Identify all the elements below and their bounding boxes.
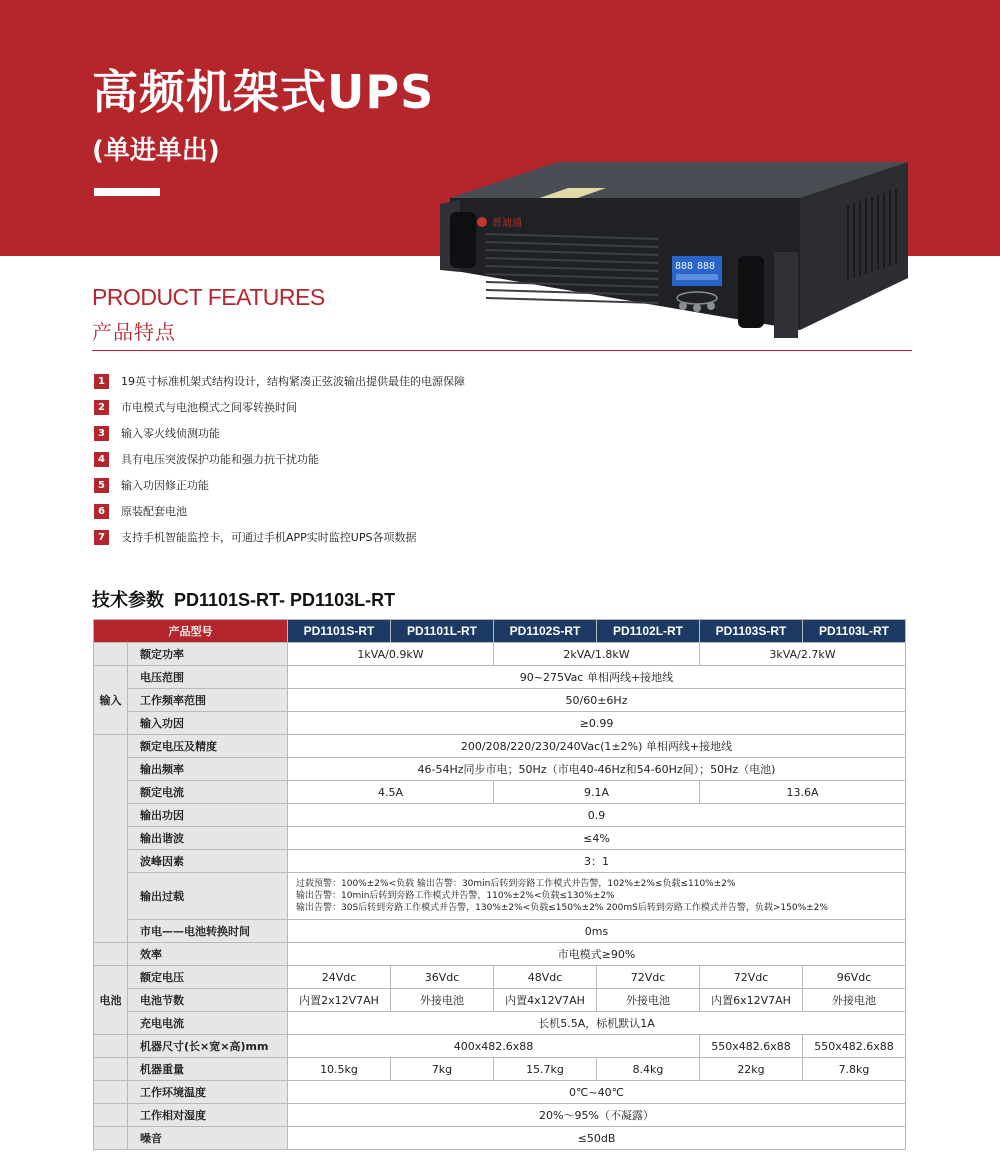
feature-number: 4: [94, 452, 109, 467]
table-row: [94, 758, 906, 781]
table-row: [94, 804, 906, 827]
group-battery: 电池: [94, 966, 128, 1035]
cell-value: 0℃~40℃: [288, 1081, 906, 1104]
row-label: 电压范围: [128, 666, 288, 689]
cell-value: 550x482.6x88: [803, 1035, 906, 1058]
row-label: 额定电流: [128, 781, 288, 804]
table-row: [94, 1035, 906, 1058]
feature-number: 2: [94, 400, 109, 415]
cell-value: 46-54Hz同步市电；50Hz（市电40-46Hz和54-60Hz间）；50Hz（电池): [288, 758, 906, 781]
list-item: [94, 368, 465, 394]
cell-value: 48Vdc: [494, 966, 597, 989]
cell-value: 2kVA/1.8kW: [494, 643, 700, 666]
spec-title: 技术参数: [92, 590, 164, 611]
table-row: [94, 1081, 906, 1104]
lcd-left-readout: 888: [675, 261, 694, 272]
row-label: 波峰因素: [128, 850, 288, 873]
group-input: 输入: [94, 666, 128, 735]
table-row: [94, 1127, 906, 1150]
row-label: 输入功因: [128, 712, 288, 735]
header-model: PD1102L-RT: [597, 620, 700, 643]
feature-number: 7: [94, 530, 109, 545]
feature-text: 输入零火线侦测功能: [121, 427, 220, 440]
lcd-right-readout: 888: [697, 261, 716, 272]
row-label: 输出频率: [128, 758, 288, 781]
group-cell: [94, 1104, 128, 1127]
cell-value: 3：1: [288, 850, 906, 873]
row-label: 工作环境温度: [128, 1081, 288, 1104]
feature-text: 原装配套电池: [121, 505, 187, 518]
features-divider: [92, 350, 912, 351]
overload-line: 输出告警：30S后转到旁路工作模式并告警，130%±2%<负载≤150%±2% 200mS后转到旁路工作模式并告警，负载>150%±2%: [296, 903, 828, 913]
cell-value: 20%～95%（不凝露）: [288, 1104, 906, 1127]
features-list: [94, 368, 465, 550]
cell-value: 15.7kg: [494, 1058, 597, 1081]
features-heading-cn: 产品特点: [92, 320, 176, 344]
cell-value: ≥0.99: [288, 712, 906, 735]
spec-model-range: PD1101S-RT- PD1103L-RT: [174, 590, 396, 610]
cell-value: 550x482.6x88: [700, 1035, 803, 1058]
cell-value: 内置2x12V7AH: [288, 989, 391, 1012]
row-label: 输出谐波: [128, 827, 288, 850]
header-model: PD1101S-RT: [288, 620, 391, 643]
row-label: 工作频率范围: [128, 689, 288, 712]
cell-value: 24Vdc: [288, 966, 391, 989]
row-label: 机器尺寸(长×宽×高)mm: [128, 1035, 288, 1058]
header-model-label: 产品型号: [94, 620, 288, 643]
list-item: [94, 446, 465, 472]
cell-value: 96Vdc: [803, 966, 906, 989]
cell-value: 9.1A: [494, 781, 700, 804]
row-label: 工作相对湿度: [128, 1104, 288, 1127]
cell-value: 市电模式≥90%: [288, 943, 906, 966]
list-item: [94, 472, 465, 498]
header-model: PD1101L-RT: [391, 620, 494, 643]
cell-value: ≤50dB: [288, 1127, 906, 1150]
brand-logo: 普迪通: [492, 218, 522, 229]
header-model: PD1103S-RT: [700, 620, 803, 643]
table-row: [94, 989, 906, 1012]
cell-value: 90~275Vac 单相两线+接地线: [288, 666, 906, 689]
table-row: [94, 689, 906, 712]
table-row: [94, 1104, 906, 1127]
row-label: 效率: [128, 943, 288, 966]
table-row: [94, 781, 906, 804]
cell-value: 内置4x12V7AH: [494, 989, 597, 1012]
feature-text: 市电模式与电池模式之间零转换时间: [121, 401, 297, 414]
cell-value: 13.6A: [700, 781, 906, 804]
cell-value: 0.9: [288, 804, 906, 827]
spec-table: [93, 619, 906, 1150]
cell-value: 外接电池: [803, 989, 906, 1012]
cell-value: 7.8kg: [803, 1058, 906, 1081]
title-underline: [94, 188, 160, 196]
cell-value: 长机5.5A，标机默认1A: [288, 1012, 906, 1035]
group-cell: [94, 1058, 128, 1081]
cell-value: 400x482.6x88: [288, 1035, 700, 1058]
spec-heading: [92, 586, 395, 612]
cell-value: 72Vdc: [700, 966, 803, 989]
list-item: [94, 420, 465, 446]
row-label: 额定功率: [128, 643, 288, 666]
feature-number: 3: [94, 426, 109, 441]
row-label: 噪音: [128, 1127, 288, 1150]
table-row: [94, 850, 906, 873]
cell-value: 72Vdc: [597, 966, 700, 989]
table-row: [94, 827, 906, 850]
cell-value: 外接电池: [391, 989, 494, 1012]
table-row: [94, 643, 906, 666]
group-cell: [94, 1081, 128, 1104]
row-label: 额定电压: [128, 966, 288, 989]
overload-line: 过载预警：100%±2%<负载 输出告警：30min后转到旁路工作模式并告警，102%±2%≤负载≤110%±2%: [296, 879, 736, 889]
cell-value: 10.5kg: [288, 1058, 391, 1081]
cell-value: ≤4%: [288, 827, 906, 850]
list-item: [94, 394, 465, 420]
table-row: [94, 666, 906, 689]
feature-text: 输入功因修正功能: [121, 479, 209, 492]
cell-value: 1kVA/0.9kW: [288, 643, 494, 666]
group-cell: [94, 643, 128, 666]
table-row: [94, 712, 906, 735]
group-cell: [94, 1127, 128, 1150]
cell-value: 200/208/220/230/240Vac(1±2%) 单相两线+接地线: [288, 735, 906, 758]
header-model: PD1103L-RT: [803, 620, 906, 643]
row-label: 输出功因: [128, 804, 288, 827]
feature-number: 5: [94, 478, 109, 493]
row-label: 输出过载: [128, 873, 288, 920]
list-item: [94, 524, 465, 550]
ups-product-image: [438, 160, 918, 342]
table-row: [94, 873, 906, 920]
cell-value: 22kg: [700, 1058, 803, 1081]
row-label: 市电——电池转换时间: [128, 920, 288, 943]
feature-number: 1: [94, 374, 109, 389]
table-row: [94, 966, 906, 989]
group-cell: [94, 1035, 128, 1058]
table-row: [94, 1058, 906, 1081]
table-row: [94, 735, 906, 758]
table-row: [94, 943, 906, 966]
features-heading-en: PRODUCT FEATURES: [92, 284, 325, 310]
cell-value: 4.5A: [288, 781, 494, 804]
cell-value: 7kg: [391, 1058, 494, 1081]
cell-value: 内置6x12V7AH: [700, 989, 803, 1012]
table-header-row: [94, 620, 906, 643]
row-label: 机器重量: [128, 1058, 288, 1081]
overload-cell: [288, 873, 906, 920]
feature-number: 6: [94, 504, 109, 519]
page-title: 高频机架式UPS: [92, 65, 435, 119]
feature-text: 支持手机智能监控卡，可通过手机APP实时监控UPS各项数据: [121, 531, 417, 544]
header-model: PD1102S-RT: [494, 620, 597, 643]
cell-value: 外接电池: [597, 989, 700, 1012]
cell-value: 50/60±6Hz: [288, 689, 906, 712]
feature-text: 具有电压突波保护功能和强力抗干扰功能: [121, 453, 319, 466]
page-subtitle: (单进单出): [92, 136, 220, 166]
row-label: 电池节数: [128, 989, 288, 1012]
row-label: 额定电压及精度: [128, 735, 288, 758]
table-row: [94, 920, 906, 943]
cell-value: 36Vdc: [391, 966, 494, 989]
overload-line: 输出告警：10min后转到旁路工作模式并告警，110%±2%<负载≤130%±2%: [296, 891, 615, 901]
cell-value: 3kVA/2.7kW: [700, 643, 906, 666]
group-cell: [94, 943, 128, 966]
row-label: 充电电流: [128, 1012, 288, 1035]
table-row: [94, 1012, 906, 1035]
cell-value: 8.4kg: [597, 1058, 700, 1081]
group-output: [94, 735, 128, 943]
feature-text: 19英寸标准机架式结构设计，结构紧凑正弦波输出提供最佳的电源保障: [121, 375, 465, 388]
cell-value: 0ms: [288, 920, 906, 943]
list-item: [94, 498, 465, 524]
